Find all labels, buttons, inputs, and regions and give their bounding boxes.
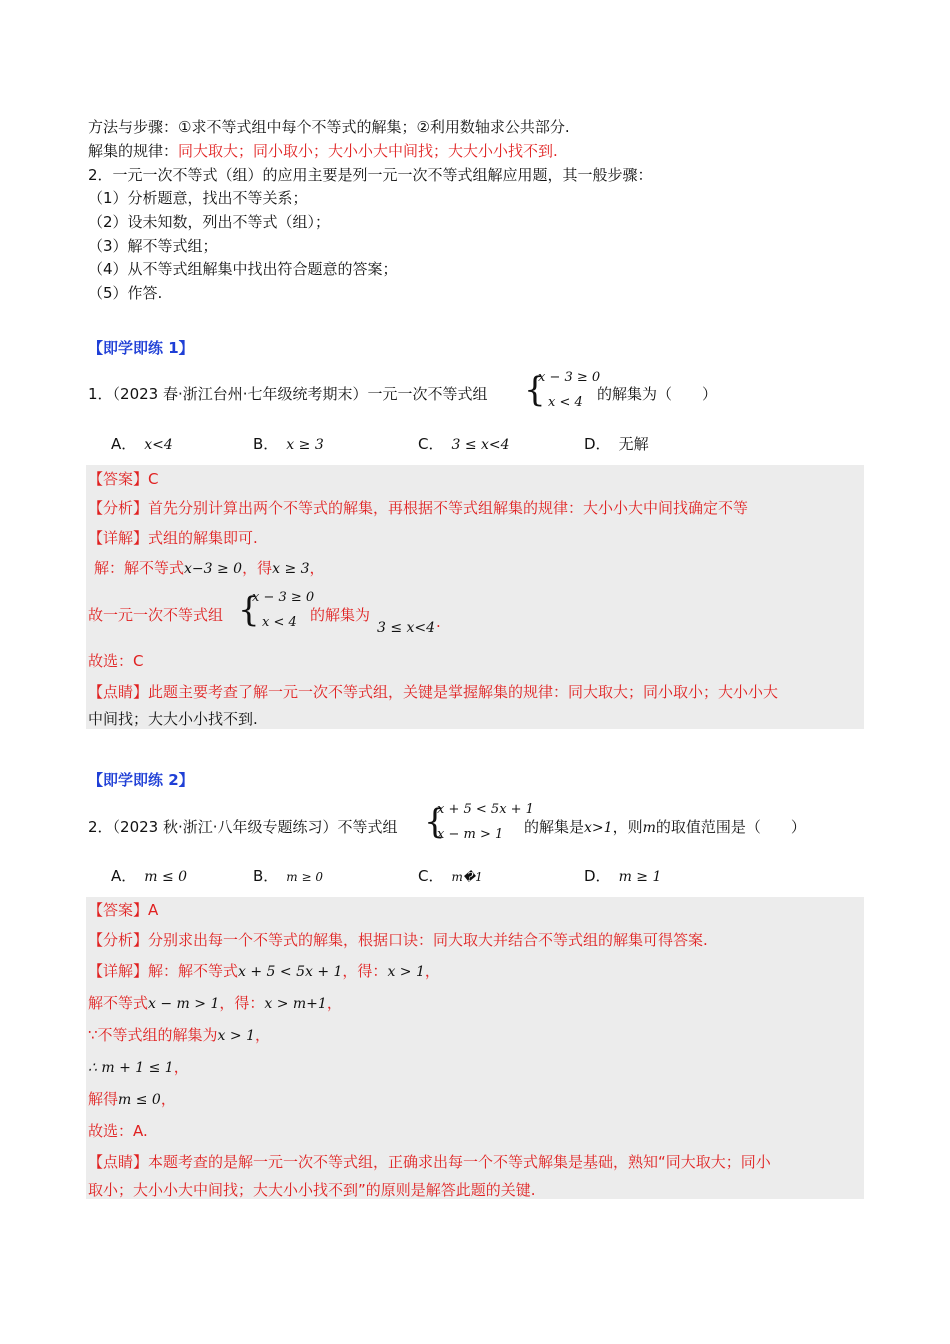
intro-step-2: （2）设未知数，列出不等式（组）； — [88, 213, 331, 231]
intro-rule: 同大取大；同小取小；大小小大中间找；大大小小找不到. — [178, 142, 558, 160]
ex1-option-a — [111, 434, 173, 455]
text: ，得： — [342, 962, 388, 980]
option-text: 无解 — [618, 435, 649, 453]
option-text: m�1 — [451, 870, 483, 884]
detail-heading: 【详解】 — [88, 529, 149, 547]
option-label: C． — [418, 435, 444, 453]
ex1-option-c — [418, 434, 510, 455]
ex1-stem-prefix: 1．（2023 春·浙江台州·七年级统考期末）一元一次不等式组 — [88, 385, 488, 403]
text: 的取值范围是（ ） — [655, 818, 806, 836]
math: x > 1 — [387, 964, 425, 980]
option-label: A． — [111, 867, 137, 885]
ex2-comment-1: 【点睛】本题考查的是解一元一次不等式组，正确求出每一个不等式解集是基础，熟知“同大取大；同小 — [88, 1153, 771, 1171]
ex2-option-c — [418, 866, 483, 887]
ex2-sys-b: x − m > 1 — [437, 827, 504, 842]
intro-step-1: （1）分析题意，找出不等关系； — [88, 189, 308, 207]
detail-text: 式组的解集即可. — [148, 529, 258, 547]
text: ， — [160, 1090, 176, 1108]
ex1-stem-suffix: 的解集为（ ） — [597, 385, 718, 403]
ex1-heading: 【即学即练 1】 — [88, 339, 194, 357]
option-label: B． — [253, 435, 279, 453]
text: ，得 — [242, 559, 273, 577]
ex2-comment-2: 取小；大小小大中间找；大大小小找不到”的原则是解答此题的关键. — [88, 1181, 536, 1199]
ex1-option-d — [584, 434, 649, 454]
intro-step-4: （4）从不等式组解集中找出符合题意的答案； — [88, 260, 398, 278]
option-text: m ≥ 1 — [618, 869, 662, 885]
math: x−3 ≥ 0 — [184, 561, 243, 577]
ex2-heading: 【即学即练 2】 — [88, 771, 194, 789]
ex2-detail-line-5 — [88, 1089, 176, 1110]
ex2-detail-line-3 — [88, 1025, 270, 1046]
ex1-answer: 【答案】C — [88, 470, 159, 488]
text: 的解集是 — [524, 818, 585, 836]
math: x + 5 < 5x + 1 — [238, 964, 343, 980]
ex2-option-a — [111, 866, 187, 887]
ex1-solution-period: . — [436, 613, 441, 631]
math: x > 1 — [217, 1028, 255, 1044]
ex1-choose: 故选：C — [88, 652, 144, 670]
option-label: A． — [111, 435, 137, 453]
math: x > m+1 — [264, 996, 327, 1012]
text: ∵不等式组的解集为 — [88, 1026, 218, 1044]
ex1-solution-line-2a: 故一元一次不等式组 — [88, 606, 224, 624]
ex1-option-b — [253, 434, 324, 455]
ex1-sys2-b: x < 4 — [262, 615, 297, 630]
intro-line-2 — [88, 141, 558, 161]
text: ，则 — [612, 818, 643, 836]
ex2-stem-rest — [524, 817, 806, 838]
text: ， — [309, 559, 325, 577]
text: ， — [326, 994, 342, 1012]
ex2-brace: { — [424, 802, 446, 842]
option-label: D． — [584, 435, 611, 453]
option-label: C． — [418, 867, 444, 885]
math: m ≤ 0 — [118, 1092, 161, 1108]
text: 【详解】解：解不等式 — [88, 962, 239, 980]
option-label: B． — [253, 867, 279, 885]
option-text: x<4 — [144, 437, 173, 453]
intro-rule-prefix: 解集的规律： — [88, 142, 179, 160]
intro-line-3: 2．一元一次不等式（组）的应用主要是列一元一次不等式组解应用题，其一般步骤： — [88, 166, 653, 184]
text: 解不等式 — [88, 994, 149, 1012]
ex2-detail-line-2 — [88, 993, 342, 1014]
intro-line-1: 方法与步骤：①求不等式组中每个不等式的解集；②利用数轴求公共部分. — [88, 118, 570, 136]
ex2-sys-a: x + 5 < 5x + 1 — [437, 802, 534, 817]
ex1-sys2-a: x − 3 ≥ 0 — [252, 590, 315, 605]
ex1-comment-end: 中间找；大大小小找不到. — [88, 710, 258, 728]
ex1-solution-line-1 — [94, 558, 325, 579]
ex1-sys-b: x < 4 — [548, 395, 583, 410]
text: 解：解不等式 — [94, 559, 185, 577]
ex1-brace-2: { — [238, 590, 260, 630]
text: ， — [173, 1058, 189, 1076]
ex1-comment: 【点睛】此题主要考查了解一元一次不等式组，关键是掌握解集的规律：同大取大；同小取小；大小小大 — [88, 683, 779, 701]
math: x ≥ 3 — [272, 561, 310, 577]
ex2-option-d — [584, 866, 661, 887]
math: x − m > 1 — [148, 996, 220, 1012]
ex2-detail-line-1 — [88, 961, 440, 982]
text: ，得： — [219, 994, 265, 1012]
ex2-detail-line-4 — [88, 1057, 189, 1078]
option-label: D． — [584, 867, 611, 885]
option-text: m ≥ 0 — [286, 870, 323, 884]
ex2-stem-prefix: 2．（2023 秋·浙江·八年级专题练习）不等式组 — [88, 818, 398, 836]
math: x>1 — [584, 820, 613, 836]
text: ， — [424, 962, 440, 980]
option-text: m ≤ 0 — [144, 869, 188, 885]
ex1-solution-result: 3 ≤ x<4 — [377, 620, 436, 636]
ex2-option-b — [253, 866, 323, 887]
ex1-brace: { — [524, 370, 546, 410]
ex1-detail — [88, 528, 258, 548]
option-text: 3 ≤ x<4 — [451, 437, 510, 453]
ex2-choose: 故选：A. — [88, 1122, 148, 1140]
intro-step-3: （3）解不等式组； — [88, 237, 218, 255]
ex2-analysis: 【分析】分别求出每一个不等式的解集，根据口诀：同大取大并结合不等式组的解集可得答案. — [88, 931, 708, 949]
text: 解得 — [88, 1090, 119, 1108]
option-text: x ≥ 3 — [286, 437, 324, 453]
ex1-solution-line-2b: 的解集为 — [310, 606, 371, 624]
math: m — [642, 820, 656, 836]
ex1-analysis: 【分析】首先分别计算出两个不等式的解集，再根据不等式组解集的规律：大小小大中间找确定不等 — [88, 499, 749, 517]
text: ， — [254, 1026, 270, 1044]
math: ∴ m + 1 ≤ 1 — [88, 1060, 174, 1076]
ex1-sys-a: x − 3 ≥ 0 — [538, 370, 601, 385]
intro-step-5: （5）作答. — [88, 284, 163, 302]
ex2-answer: 【答案】A — [88, 901, 159, 919]
